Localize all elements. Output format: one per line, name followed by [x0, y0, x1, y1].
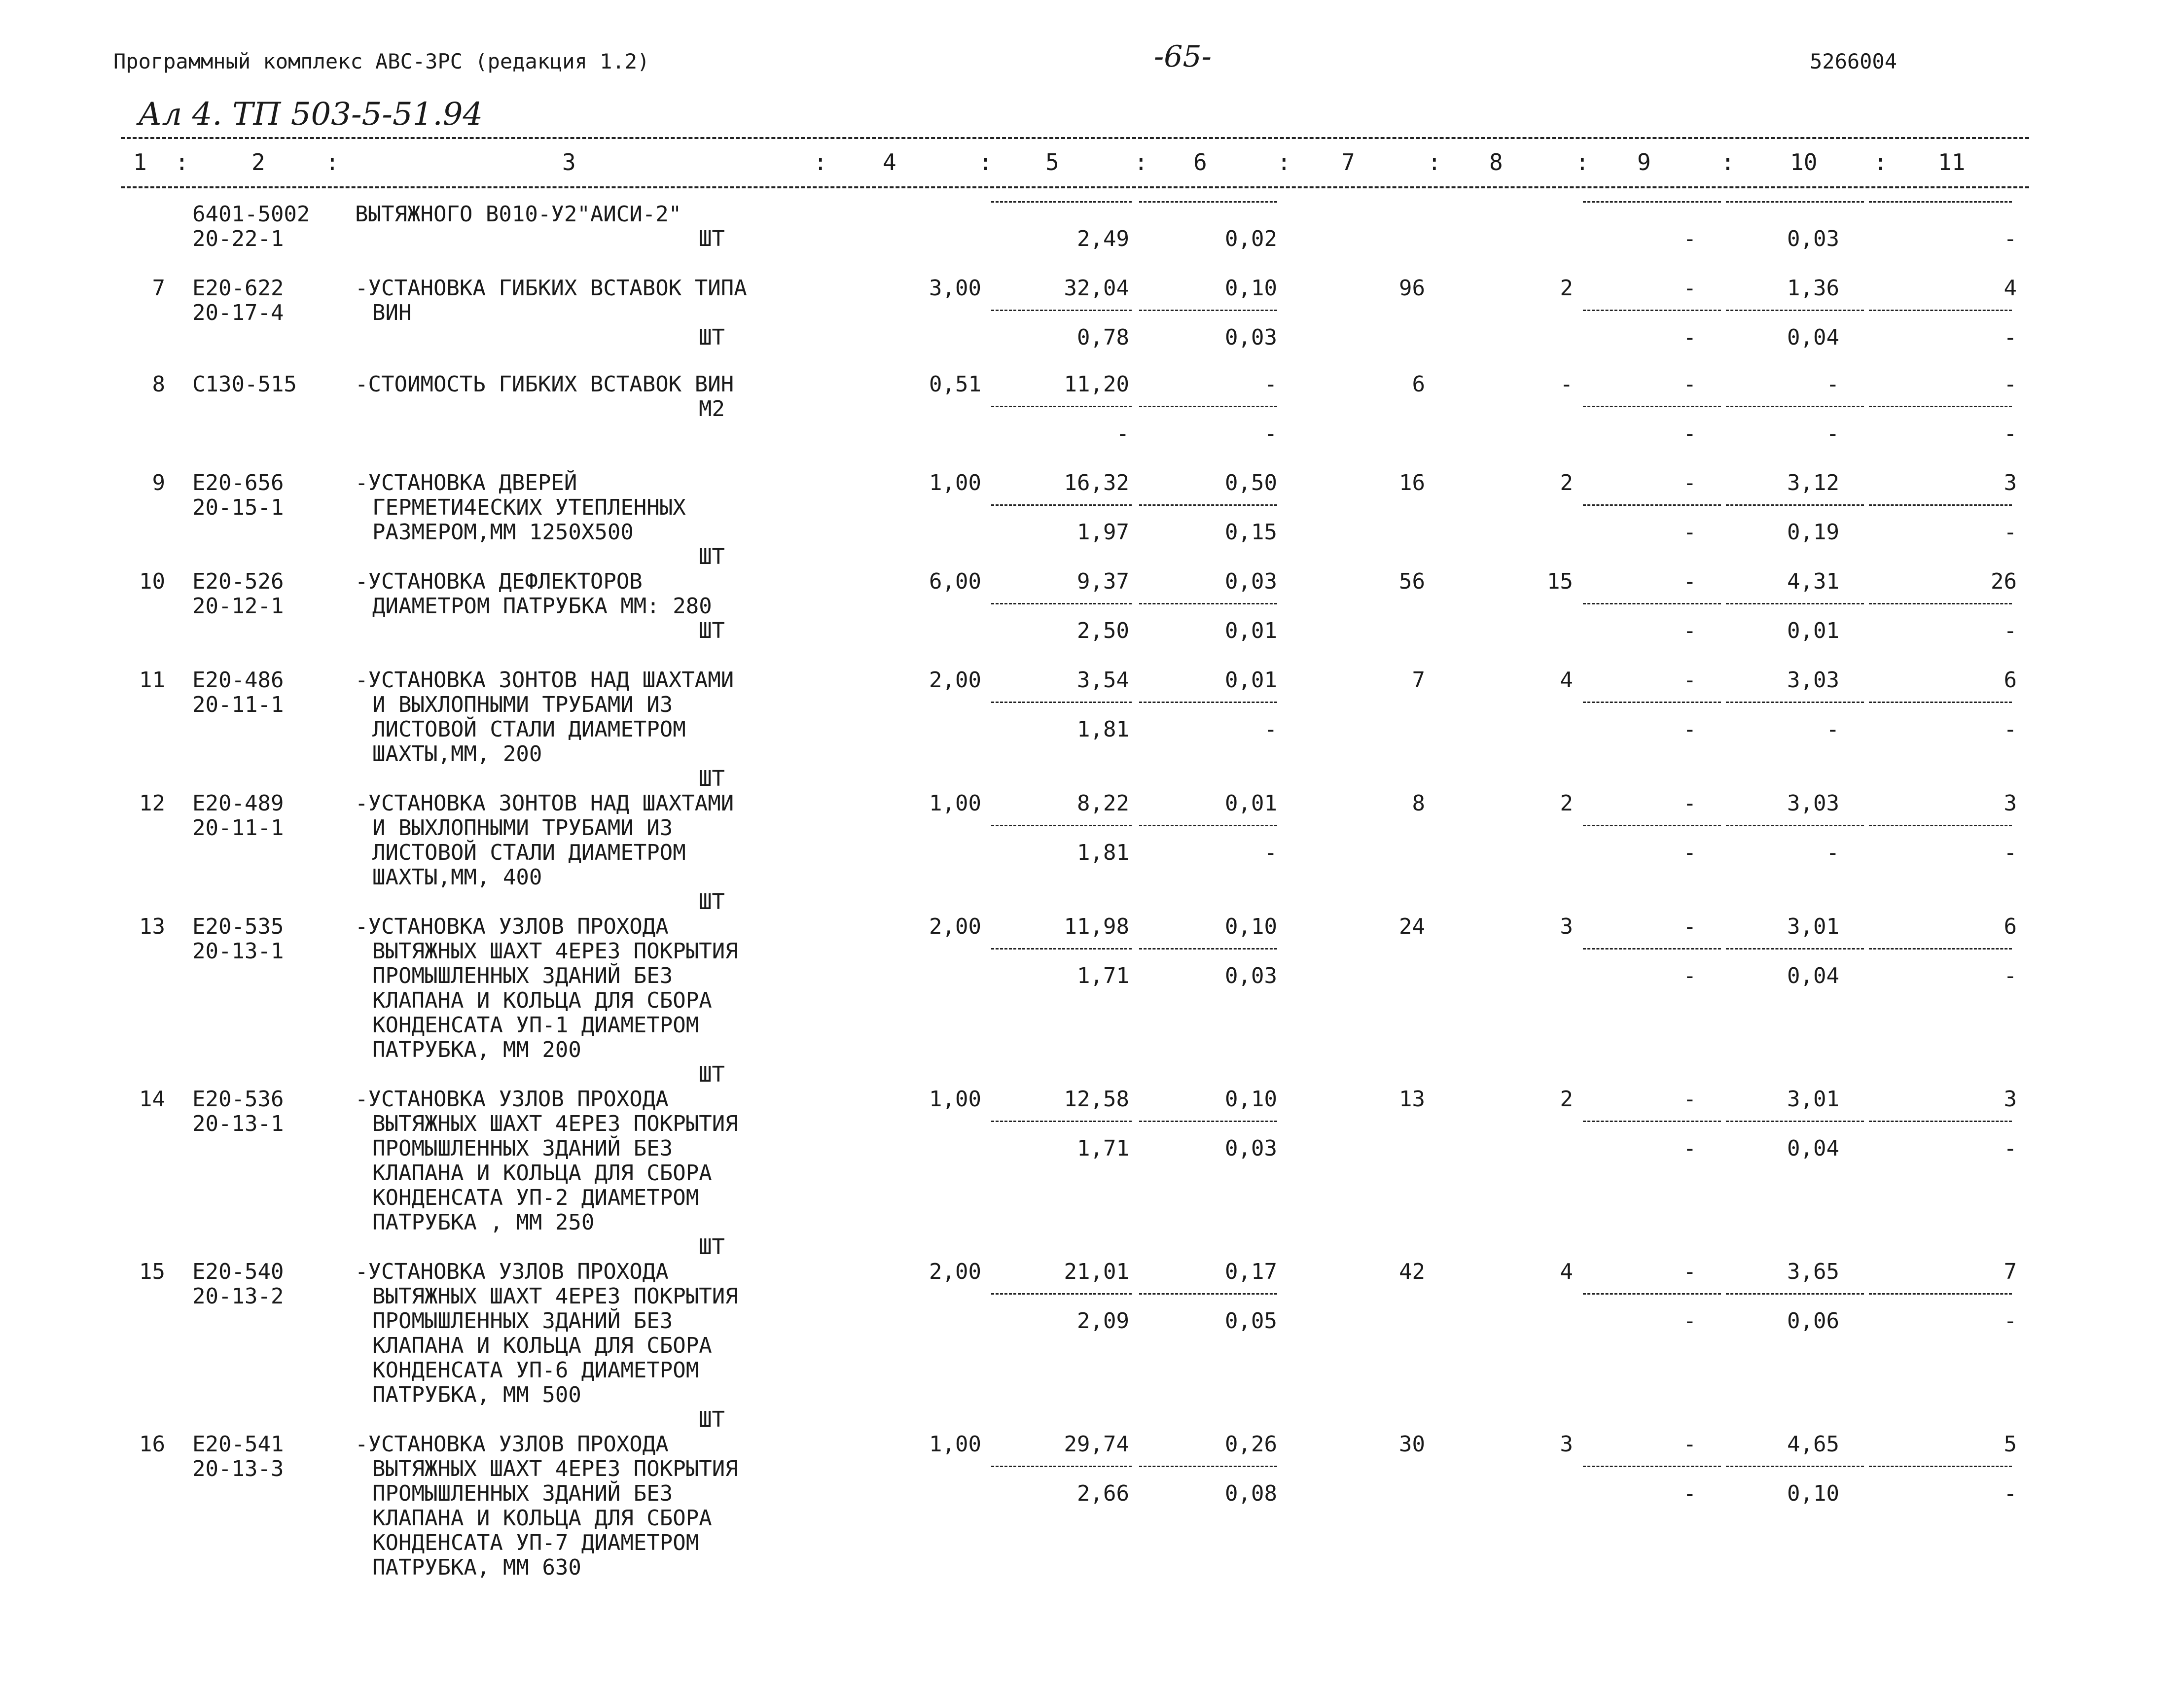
cell-divider	[1726, 504, 1864, 506]
col9-sub-value: -	[1683, 963, 1696, 988]
row-description-line: ШАХТЫ,ММ, 200	[372, 741, 542, 767]
col8-value: -	[1560, 372, 1573, 397]
col6-value: 0,01	[1225, 791, 1277, 816]
cell-divider	[1726, 1466, 1864, 1467]
cell-divider	[1726, 603, 1864, 604]
col9-value: -	[1683, 1432, 1696, 1457]
row-description-line: -УСТАНОВКА УЗЛОВ ПРОХОДА	[355, 1432, 669, 1457]
row-description-line: -УСТАНОВКА УЗЛОВ ПРОХОДА	[355, 914, 669, 939]
column-separator: :	[1428, 149, 1441, 176]
row-number: 10	[139, 569, 165, 594]
cell-divider	[1139, 825, 1277, 826]
col6-value: 0,10	[1225, 914, 1277, 939]
row-description-line: -УСТАНОВКА ЗОНТОВ НАД ШАХТАМИ	[355, 668, 734, 693]
row-description-line: И ВЫХЛОПНЫМИ ТРУБАМИ ИЗ	[372, 692, 673, 717]
row-description-line: ВЫТЯЖНЫХ ШАХТ 4ЕРЕЗ ПОКРЫТИЯ	[372, 1111, 738, 1136]
col10-sub-value: 0,01	[1787, 618, 1839, 643]
col10-sub-value: 0,03	[1787, 226, 1839, 251]
col7-value: 30	[1399, 1432, 1425, 1457]
col6-sub-value: 0,03	[1225, 1136, 1277, 1161]
column-separator: :	[1575, 149, 1589, 176]
row-description-line: КОНДЕНСАТА УП-6 ДИАМЕТРОМ	[372, 1358, 699, 1383]
col8-value: 4	[1560, 1259, 1573, 1284]
cell-divider	[1726, 406, 1864, 407]
cell-divider	[1726, 1293, 1864, 1295]
table-rule-top	[121, 137, 2029, 139]
col6-sub-value: -	[1264, 421, 1277, 446]
row-description-line: -СТОИМОСТЬ ГИБКИХ ВСТАВОК ВИН	[355, 372, 734, 397]
col11-sub-value: -	[2004, 520, 2017, 545]
row-description-line: КОНДЕНСАТА УП-1 ДИАМЕТРОМ	[372, 1013, 699, 1038]
col9-sub-value: -	[1683, 618, 1696, 643]
col11-sub-value: -	[2004, 1481, 2017, 1506]
cell-divider	[1583, 1293, 1721, 1295]
col5-value: 11,20	[1064, 372, 1129, 397]
col9-value: -	[1683, 276, 1696, 301]
cell-divider	[1583, 702, 1721, 703]
col8-value: 15	[1547, 569, 1573, 594]
row-subcode: 20-17-4	[192, 300, 284, 325]
col7-value: 24	[1399, 914, 1425, 939]
row-description-line: ВЫТЯЖНЫХ ШАХТ 4ЕРЕЗ ПОКРЫТИЯ	[372, 939, 738, 964]
row-number: 14	[139, 1087, 165, 1112]
row-unit: ШТ	[699, 226, 725, 251]
row-description-line: КОНДЕНСАТА УП-7 ДИАМЕТРОМ	[372, 1530, 699, 1555]
col7-value: 7	[1412, 668, 1425, 693]
column-number-4: 4	[883, 149, 896, 176]
row-subcode: 20-15-1	[192, 495, 284, 520]
col7-value: 6	[1412, 372, 1425, 397]
col8-value: 4	[1560, 668, 1573, 693]
row-code: Е20-536	[192, 1087, 284, 1112]
row-subcode: 20-11-1	[192, 815, 284, 841]
cell-divider	[991, 310, 1132, 311]
col4-value: 2,00	[929, 668, 981, 693]
col9-value: -	[1683, 914, 1696, 939]
row-description-line: ВИН	[372, 300, 412, 325]
col10-value: 4,65	[1787, 1432, 1839, 1457]
row-subcode: 20-12-1	[192, 594, 284, 619]
col8-value: 3	[1560, 1432, 1573, 1457]
col7-value: 8	[1412, 791, 1425, 816]
row-description-line: ВЫТЯЖНОГО В010-У2"АИСИ-2"	[355, 202, 682, 227]
row-subcode: 20-13-1	[192, 939, 284, 964]
column-separator: :	[814, 149, 827, 176]
row-code: С130-515	[192, 372, 297, 397]
handwritten-sheet-label: Ал 4. ТП 503-5-51.94	[138, 96, 483, 133]
col10-sub-value: -	[1826, 840, 1839, 865]
col11-sub-value: -	[2004, 325, 2017, 350]
row-unit: ШТ	[699, 1062, 725, 1087]
row-unit: ШТ	[699, 889, 725, 915]
cell-divider	[1869, 1121, 2012, 1122]
column-separator: :	[1721, 149, 1735, 176]
row-description-line: ЛИСТОВОЙ СТАЛИ ДИАМЕТРОМ	[372, 840, 686, 865]
row-number: 11	[139, 668, 165, 693]
col8-value: 2	[1560, 1087, 1573, 1112]
col6-sub-value: 0,02	[1225, 226, 1277, 251]
cell-divider	[1726, 702, 1864, 703]
row-description-line: ПАТРУБКА , ММ 250	[372, 1210, 595, 1235]
cell-divider	[1583, 1466, 1721, 1467]
row-description-line: -УСТАНОВКА УЗЛОВ ПРОХОДА	[355, 1259, 669, 1284]
col6-value: 0,50	[1225, 470, 1277, 495]
cell-divider	[1869, 702, 2012, 703]
cell-divider	[1139, 603, 1277, 604]
col9-sub-value: -	[1683, 421, 1696, 446]
column-separator: :	[175, 149, 189, 176]
cell-divider	[1726, 948, 1864, 950]
col9-value: -	[1683, 372, 1696, 397]
col11-value: -	[2004, 372, 2017, 397]
col10-sub-value: -	[1826, 717, 1839, 742]
col6-value: 0,10	[1225, 1087, 1277, 1112]
col5-value: 32,04	[1064, 276, 1129, 301]
col9-sub-value: -	[1683, 226, 1696, 251]
col8-value: 2	[1560, 276, 1573, 301]
col8-value: 2	[1560, 791, 1573, 816]
col11-value: 3	[2004, 791, 2017, 816]
col4-value: 1,00	[929, 791, 981, 816]
col11-sub-value: -	[2004, 963, 2017, 988]
cell-divider	[1139, 310, 1277, 311]
cell-divider	[991, 406, 1132, 407]
col11-sub-value: -	[2004, 618, 2017, 643]
row-description-line: -УСТАНОВКА ЗОНТОВ НАД ШАХТАМИ	[355, 791, 734, 816]
col11-sub-value: -	[2004, 226, 2017, 251]
col5-sub-value: 1,81	[1077, 717, 1129, 742]
col10-sub-value: -	[1826, 421, 1839, 446]
cell-divider	[1139, 948, 1277, 950]
col8-value: 3	[1560, 914, 1573, 939]
col10-value: 3,03	[1787, 791, 1839, 816]
col6-value: 0,01	[1225, 668, 1277, 693]
column-number-6: 6	[1193, 149, 1207, 176]
column-separator: :	[1134, 149, 1148, 176]
column-separator: :	[979, 149, 993, 176]
col4-value: 2,00	[929, 1259, 981, 1284]
col6-value: 0,17	[1225, 1259, 1277, 1284]
row-description-line: ПАТРУБКА, ММ 630	[372, 1555, 581, 1580]
page-number: -65-	[1154, 39, 1212, 74]
cell-divider	[1726, 1121, 1864, 1122]
col10-value: 3,03	[1787, 668, 1839, 693]
column-number-2: 2	[251, 149, 265, 176]
column-number-5: 5	[1045, 149, 1059, 176]
cell-divider	[1139, 1293, 1277, 1295]
row-description-line: -УСТАНОВКА ДЕФЛЕКТОРОВ	[355, 569, 643, 594]
col6-sub-value: 0,05	[1225, 1308, 1277, 1334]
row-number: 8	[152, 372, 165, 397]
col5-value: 12,58	[1064, 1087, 1129, 1112]
column-number-11: 11	[1938, 149, 1966, 176]
col5-value: 21,01	[1064, 1259, 1129, 1284]
row-code: Е20-486	[192, 668, 284, 693]
col9-value: -	[1683, 569, 1696, 594]
column-separator: :	[325, 149, 339, 176]
col11-sub-value: -	[2004, 717, 2017, 742]
row-code: Е20-656	[192, 470, 284, 495]
col11-value: 26	[1991, 569, 2017, 594]
row-unit: ШТ	[699, 1234, 725, 1260]
col7-value: 56	[1399, 569, 1425, 594]
column-number-1: 1	[133, 149, 147, 176]
col11-value: 7	[2004, 1259, 2017, 1284]
col9-sub-value: -	[1683, 840, 1696, 865]
cell-divider	[1869, 504, 2012, 506]
cell-divider	[1583, 201, 1721, 203]
cell-divider	[1869, 1466, 2012, 1467]
col9-sub-value: -	[1683, 520, 1696, 545]
row-subcode: 20-13-3	[192, 1456, 284, 1481]
col5-value: 9,37	[1077, 569, 1129, 594]
col11-sub-value: -	[2004, 1136, 2017, 1161]
col10-value: 3,01	[1787, 1087, 1839, 1112]
col5-sub-value: 2,49	[1077, 226, 1129, 251]
col6-value: 0,03	[1225, 569, 1277, 594]
row-code: Е20-526	[192, 569, 284, 594]
row-unit: ШТ	[699, 544, 725, 569]
col7-value: 96	[1399, 276, 1425, 301]
col5-sub-value: 2,09	[1077, 1308, 1129, 1334]
col11-sub-value: -	[2004, 840, 2017, 865]
row-description-line: КЛАПАНА И КОЛЬЦА ДЛЯ СБОРА	[372, 1333, 712, 1358]
col10-value: 3,01	[1787, 914, 1839, 939]
row-number: 9	[152, 470, 165, 495]
col10-sub-value: 0,19	[1787, 520, 1839, 545]
col9-sub-value: -	[1683, 1308, 1696, 1334]
col6-sub-value: 0,01	[1225, 618, 1277, 643]
col4-value: 3,00	[929, 276, 981, 301]
row-number: 12	[139, 791, 165, 816]
column-number-8: 8	[1489, 149, 1503, 176]
cell-divider	[1869, 406, 2012, 407]
row-subcode: 20-13-2	[192, 1284, 284, 1309]
row-number: 13	[139, 914, 165, 939]
cell-divider	[1869, 825, 2012, 826]
cell-divider	[991, 504, 1132, 506]
row-number: 7	[152, 276, 165, 301]
col9-sub-value: -	[1683, 1136, 1696, 1161]
col9-sub-value: -	[1683, 1481, 1696, 1506]
cell-divider	[1139, 1121, 1277, 1122]
col10-sub-value: 0,06	[1787, 1308, 1839, 1334]
cell-divider	[1583, 603, 1721, 604]
row-description-line: ПРОМЫШЛЕННЫХ ЗДАНИЙ БЕЗ	[372, 963, 673, 988]
col4-value: 1,00	[929, 1432, 981, 1457]
row-description-line: ДИАМЕТРОМ ПАТРУБКА ММ: 280	[372, 594, 712, 619]
col10-sub-value: 0,04	[1787, 1136, 1839, 1161]
col6-sub-value: -	[1264, 840, 1277, 865]
col6-sub-value: 0,03	[1225, 325, 1277, 350]
row-description-line: ВЫТЯЖНЫХ ШАХТ 4ЕРЕЗ ПОКРЫТИЯ	[372, 1284, 738, 1309]
col5-value: 11,98	[1064, 914, 1129, 939]
row-description-line: ЛИСТОВОЙ СТАЛИ ДИАМЕТРОМ	[372, 717, 686, 742]
row-unit: М2	[699, 396, 725, 422]
col11-sub-value: -	[2004, 421, 2017, 446]
cell-divider	[991, 948, 1132, 950]
row-description-line: ПРОМЫШЛЕННЫХ ЗДАНИЙ БЕЗ	[372, 1136, 673, 1161]
row-code: Е20-540	[192, 1259, 284, 1284]
row-description-line: -УСТАНОВКА ДВЕРЕЙ	[355, 470, 577, 495]
column-number-9: 9	[1637, 149, 1651, 176]
col10-value: 3,65	[1787, 1259, 1839, 1284]
col11-value: 6	[2004, 914, 2017, 939]
col4-value: 6,00	[929, 569, 981, 594]
cell-divider	[1583, 504, 1721, 506]
col9-value: -	[1683, 1259, 1696, 1284]
col6-sub-value: 0,15	[1225, 520, 1277, 545]
col7-value: 42	[1399, 1259, 1425, 1284]
cell-divider	[991, 201, 1132, 203]
row-description-line: КЛАПАНА И КОЛЬЦА ДЛЯ СБОРА	[372, 1161, 712, 1186]
col6-value: 0,10	[1225, 276, 1277, 301]
cell-divider	[1869, 603, 2012, 604]
row-description-line: ШАХТЫ,ММ, 400	[372, 865, 542, 890]
col10-sub-value: 0,04	[1787, 963, 1839, 988]
row-description-line: КЛАПАНА И КОЛЬЦА ДЛЯ СБОРА	[372, 1506, 712, 1531]
cell-divider	[1583, 310, 1721, 311]
col10-value: 1,36	[1787, 276, 1839, 301]
col10-sub-value: 0,04	[1787, 325, 1839, 350]
col10-value: 3,12	[1787, 470, 1839, 495]
col11-value: 5	[2004, 1432, 2017, 1457]
cell-divider	[991, 702, 1132, 703]
cell-divider	[1139, 1466, 1277, 1467]
row-code: Е20-535	[192, 914, 284, 939]
row-number: 15	[139, 1259, 165, 1284]
cell-divider	[1583, 948, 1721, 950]
table-rule-header	[121, 186, 2029, 188]
document-code: 5266004	[1810, 49, 1898, 73]
row-description-line: ПРОМЫШЛЕННЫХ ЗДАНИЙ БЕЗ	[372, 1308, 673, 1334]
col6-value: -	[1264, 372, 1277, 397]
cell-divider	[1869, 310, 2012, 311]
row-unit: ШТ	[699, 766, 725, 791]
col10-value: 4,31	[1787, 569, 1839, 594]
col5-value: 3,54	[1077, 668, 1129, 693]
cell-divider	[1726, 201, 1864, 203]
row-code: 6401-5002	[192, 202, 310, 227]
col11-value: 6	[2004, 668, 2017, 693]
row-description-line: -УСТАНОВКА УЗЛОВ ПРОХОДА	[355, 1087, 669, 1112]
row-description-line: ГЕРМЕТИ4ЕСКИХ УТЕПЛЕННЫХ	[372, 495, 686, 520]
col9-sub-value: -	[1683, 325, 1696, 350]
cell-divider	[1139, 504, 1277, 506]
row-description-line: РАЗМЕРОМ,ММ 1250Х500	[372, 520, 634, 545]
col4-value: 2,00	[929, 914, 981, 939]
row-code: Е20-541	[192, 1432, 284, 1457]
column-number-7: 7	[1341, 149, 1355, 176]
col5-sub-value: 2,66	[1077, 1481, 1129, 1506]
cell-divider	[1583, 825, 1721, 826]
col4-value: 0,51	[929, 372, 981, 397]
row-description-line: И ВЫХЛОПНЫМИ ТРУБАМИ ИЗ	[372, 815, 673, 841]
col6-sub-value: 0,03	[1225, 963, 1277, 988]
program-title: Программный комплекс АВС-3РС (редакция 1.2)	[113, 49, 650, 73]
cell-divider	[1583, 1121, 1721, 1122]
col11-value: 4	[2004, 276, 2017, 301]
row-description-line: ПАТРУБКА, ММ 200	[372, 1037, 581, 1062]
row-description-line: КОНДЕНСАТА УП-2 ДИАМЕТРОМ	[372, 1185, 699, 1210]
col10-value: -	[1826, 372, 1839, 397]
col11-sub-value: -	[2004, 1308, 2017, 1334]
cell-divider	[1869, 948, 2012, 950]
cell-divider	[1869, 1293, 2012, 1295]
row-number: 16	[139, 1432, 165, 1457]
col10-sub-value: 0,10	[1787, 1481, 1839, 1506]
col9-value: -	[1683, 668, 1696, 693]
col5-value: 8,22	[1077, 791, 1129, 816]
col9-sub-value: -	[1683, 717, 1696, 742]
row-description-line: -УСТАНОВКА ГИБКИХ ВСТАВОК ТИПА	[355, 276, 747, 301]
row-description-line: ВЫТЯЖНЫХ ШАХТ 4ЕРЕЗ ПОКРЫТИЯ	[372, 1456, 738, 1481]
cell-divider	[1726, 310, 1864, 311]
row-description-line: КЛАПАНА И КОЛЬЦА ДЛЯ СБОРА	[372, 988, 712, 1013]
column-separator: :	[1874, 149, 1888, 176]
row-unit: ШТ	[699, 1407, 725, 1432]
cell-divider	[1139, 406, 1277, 407]
col4-value: 1,00	[929, 470, 981, 495]
row-unit: ШТ	[699, 618, 725, 643]
cell-divider	[991, 1293, 1132, 1295]
col5-value: 29,74	[1064, 1432, 1129, 1457]
col5-sub-value: -	[1116, 421, 1129, 446]
column-number-10: 10	[1790, 149, 1818, 176]
cell-divider	[1139, 201, 1277, 203]
col7-value: 13	[1399, 1087, 1425, 1112]
column-separator: :	[1277, 149, 1291, 176]
cell-divider	[1869, 201, 2012, 203]
col9-value: -	[1683, 791, 1696, 816]
col5-sub-value: 1,71	[1077, 1136, 1129, 1161]
cell-divider	[991, 1121, 1132, 1122]
row-subcode: 20-13-1	[192, 1111, 284, 1136]
cell-divider	[991, 1466, 1132, 1467]
row-code: Е20-622	[192, 276, 284, 301]
col5-sub-value: 1,97	[1077, 520, 1129, 545]
col5-sub-value: 2,50	[1077, 618, 1129, 643]
cell-divider	[1139, 702, 1277, 703]
row-subcode: 20-11-1	[192, 692, 284, 717]
col9-value: -	[1683, 1087, 1696, 1112]
column-number-3: 3	[562, 149, 576, 176]
col8-value: 2	[1560, 470, 1573, 495]
col5-sub-value: 1,71	[1077, 963, 1129, 988]
col7-value: 16	[1399, 470, 1425, 495]
cell-divider	[1583, 406, 1721, 407]
col6-value: 0,26	[1225, 1432, 1277, 1457]
row-code: Е20-489	[192, 791, 284, 816]
col6-sub-value: 0,08	[1225, 1481, 1277, 1506]
col11-value: 3	[2004, 1087, 2017, 1112]
col4-value: 1,00	[929, 1087, 981, 1112]
cell-divider	[991, 825, 1132, 826]
row-description-line: ПАТРУБКА, ММ 500	[372, 1382, 581, 1408]
row-unit: ШТ	[699, 325, 725, 350]
col9-value: -	[1683, 470, 1696, 495]
cell-divider	[1726, 825, 1864, 826]
col11-value: 3	[2004, 470, 2017, 495]
cell-divider	[991, 603, 1132, 604]
col5-sub-value: 0,78	[1077, 325, 1129, 350]
row-subcode: 20-22-1	[192, 226, 284, 251]
col5-value: 16,32	[1064, 470, 1129, 495]
col5-sub-value: 1,81	[1077, 840, 1129, 865]
row-description-line: ПРОМЫШЛЕННЫХ ЗДАНИЙ БЕЗ	[372, 1481, 673, 1506]
col6-sub-value: -	[1264, 717, 1277, 742]
